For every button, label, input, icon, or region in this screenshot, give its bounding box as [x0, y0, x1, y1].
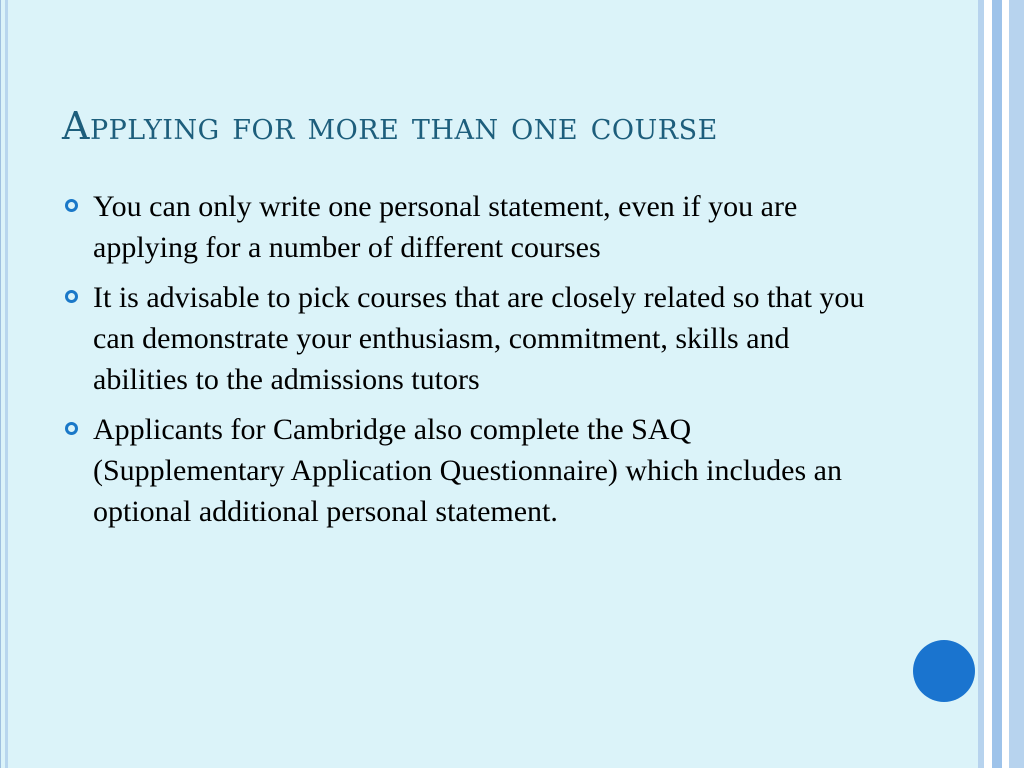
bullet-text: You can only write one personal statement, even if you are applying for a number of different courses [93, 190, 798, 264]
side-bar [1002, 0, 1009, 768]
left-edge-decoration [0, 0, 10, 768]
side-bar [992, 0, 1002, 768]
side-bar [984, 0, 992, 768]
bullet-ring-icon [65, 422, 78, 435]
bullet-ring-icon [65, 290, 78, 303]
bullet-item [62, 186, 882, 268]
bullet-item [62, 409, 882, 532]
right-side-bars [978, 0, 1024, 768]
bullet-text: It is advisable to pick courses that are closely related so that you can demonstrate your enthusiasm, commitment, skills and abilities to the admissions tutors [93, 281, 865, 396]
bullet-text: Applicants for Cambridge also complete the SAQ (Supplementary Application Questionnaire) which includes an optional additional personal statement. [93, 413, 842, 528]
bullet-list [62, 186, 882, 541]
slide-title: Applying for more than one course [62, 104, 718, 148]
side-bar [1009, 0, 1024, 768]
decorative-circle [913, 640, 975, 702]
bullet-item [62, 277, 882, 400]
bullet-ring-icon [65, 199, 78, 212]
